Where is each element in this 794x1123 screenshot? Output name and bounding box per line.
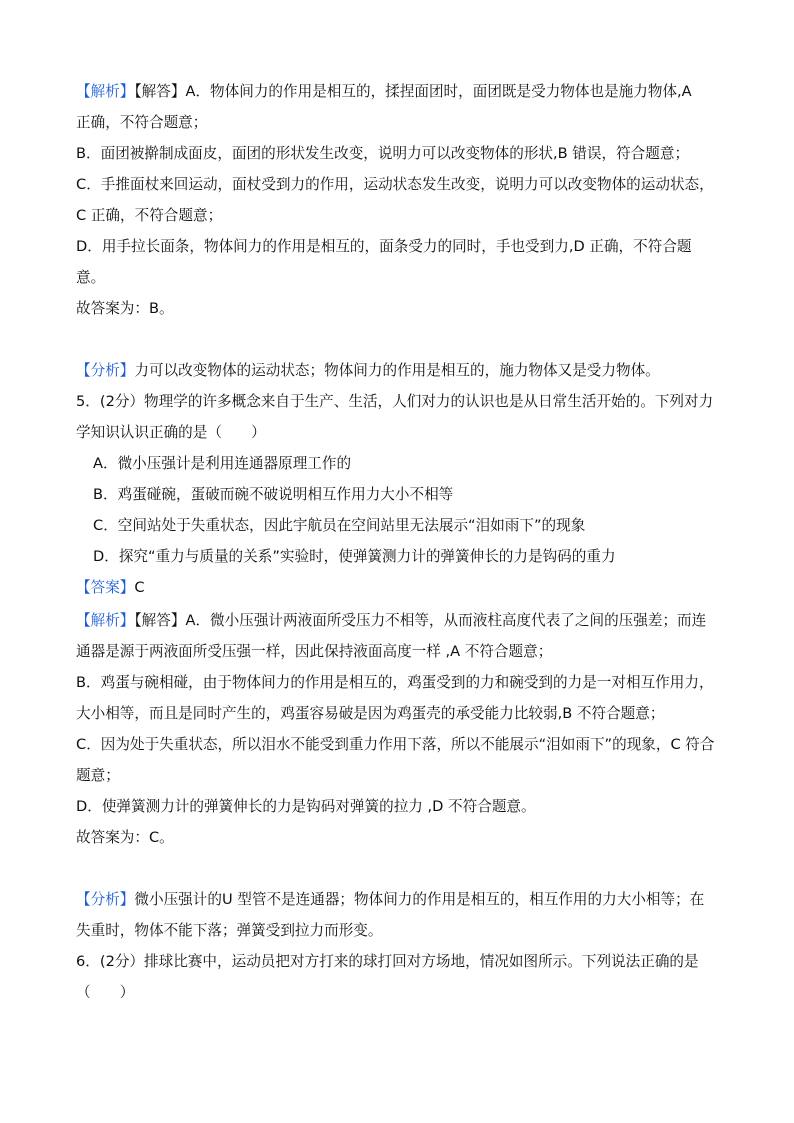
analysis-line [76,611,706,631]
answer-tag: 【答案】 [76,579,135,596]
analysis-tag: 【分析】 [76,891,135,908]
question-line: 6．(2分）排球比赛中，运动员把对方打来的球打回对方场地，情况如图所示。下列说法正确的是 [76,953,699,970]
final-answer-line: 故答案为：B。 [76,300,174,317]
option-b: B．鸡蛋碰碗，蛋破而碗不破说明相互作用力大小不相等 [93,486,454,503]
option-d: D．探究“重力与质量的关系”实验时，使弹簧测力计的弹簧伸长的力是钩码的重力 [93,548,616,565]
text-line: C．手推面杖来回运动，面杖受到力的作用，运动状态发生改变，说明力可以改变物体的运动状态， [76,176,714,193]
final-answer-line: 故答案为：C。 [76,829,174,846]
text-line: 正确，不符合题意； [76,114,208,131]
question-line: 5．(2分）物理学的许多概念来自于生产、生活，人们对力的认识也是从日常生活开始的。下列对力 [76,393,714,410]
analysis-line [76,361,660,381]
option-a: A．微小压强计是利用连通器原理工作的 [93,455,352,472]
question-line: （ ） [76,984,135,1001]
text-line: B．面团被擀制成面皮，面团的形状发生改变，说明力可以改变物体的形状,B 错误，符合题意； [76,145,690,162]
analysis-line [76,82,692,102]
text-line: B．鸡蛋与碗相碰，由于物体间力的作用是相互的，鸡蛋受到的力和碗受到的力是一对相互作用力， [76,674,714,691]
option-c: C．空间站处于失重状态，因此宇航员在空间站里无法展示“泪如雨下”的现象 [93,517,586,534]
line-text: 【解答】A．物体间力的作用是相互的，揉捏面团时，面团既是受力物体也是施力物体,A [134,83,692,100]
text-line: 大小相等，而且是同时产生的，鸡蛋容易破是因为鸡蛋壳的承受能力比较弱,B 不符合题意； [76,705,665,722]
text-line: 意。 [76,269,106,286]
text-line: D．用手拉长面条，物体间力的作用是相互的，面条受力的同时，手也受到力,D 正确，不符合题 [76,238,692,255]
text-line: D．使弹簧测力计的弹簧伸长的力是钩码对弹簧的拉力 ,D 不符合题意。 [76,798,536,815]
text-line: 题意； [76,767,120,784]
analysis-line [76,890,704,910]
answer-value: C [134,579,145,596]
line-text: 力可以改变物体的运动状态；物体间力的作用是相互的，施力物体又是受力物体。 [134,362,660,379]
text-line: 失重时，物体不能下落；弹簧受到拉力而形变。 [76,922,383,939]
text-line: C 正确，不符合题意； [76,207,223,224]
question-line: 学知识认识正确的是（ ） [76,424,266,441]
line-text: 微小压强计的U 型管不是连通器；物体间力的作用是相互的，相互作用的力大小相等；在 [134,891,705,908]
line-text: 【解答】A．微小压强计两液面所受压力不相等，从而液柱高度代表了之间的压强差；而连 [134,612,707,629]
text-line: C．因为处于失重状态，所以泪水不能受到重力作用下落，所以不能展示“泪如雨下”的现象，C 符合 [76,736,715,753]
text-line: 通器是源于两液面所受压强一样，因此保持液面高度一样 ,A 不符合题意； [76,643,553,660]
analysis-tag: 【解析】 [76,83,135,100]
answer-line [76,578,145,598]
analysis-tag: 【解析】 [76,612,135,629]
analysis-tag: 【分析】 [76,362,135,379]
